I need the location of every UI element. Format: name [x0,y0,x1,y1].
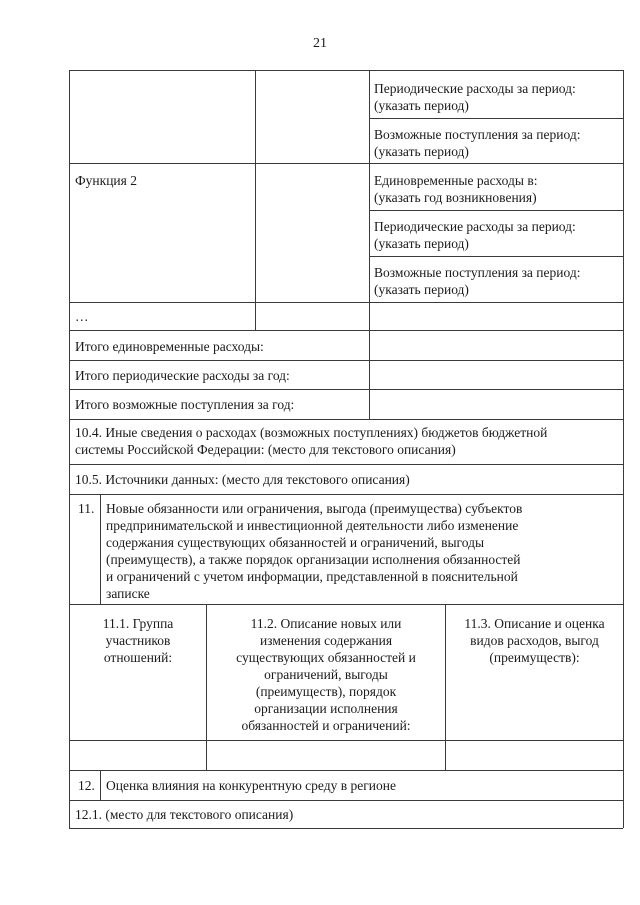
section-12-title: Оценка влияния на конкурентную среду в регионе [106,778,396,793]
col-11-2-header: существующих обязанностей и [236,650,416,665]
col-11-2-header: (преимуществ), порядок [255,684,397,699]
col-11-3-header: видов расходов, выгод [470,633,599,648]
total-periodic-label: Итого периодические расходы за год: [75,368,290,383]
col-11-3-header: 11.3. Описание и оценка [464,616,605,631]
specify-period-note: (указать период) [374,236,469,251]
col-11-3-header: (преимуществ): [489,650,580,665]
col-11-2-header: 11.2. Описание новых или [250,616,402,631]
col-11-1-header: 11.1. Группа [102,616,174,631]
section-11-title: и ограничений с учетом информации, представленной в пояснительной [106,569,518,584]
specify-period-note: (указать период) [374,98,469,113]
section-11-number: 11. [78,501,95,516]
section-10-4-text: системы Российской Федерации: (место для текстового описания) [75,442,456,457]
section-11-title: записке [106,586,150,601]
function-2-label: Функция 2 [75,173,137,188]
section-11-title: (преимуществ), а также порядок организации исполнения обязанностей [106,552,521,567]
section-10-5-text: 10.5. Источники данных: (место для текстового описания) [75,472,410,487]
periodic-expenses-label: Периодические расходы за период: [374,219,576,234]
col-11-2-header: обязанностей и ограничений: [241,718,411,733]
section-11-title: предпринимательской и инвестиционной деятельности либо изменение [106,518,519,533]
one-time-expenses-label: Единовременные расходы в: [374,173,538,188]
possible-revenues-label: Возможные поступления за период: [374,127,581,142]
col-11-1-header: участников [105,633,171,648]
specify-year-note: (указать год возникновения) [374,190,537,205]
periodic-expenses-label: Периодические расходы за период: [374,81,576,96]
col-11-2-header: изменения содержания [259,633,393,648]
specify-period-note: (указать период) [374,144,469,159]
page-number: 21 [313,36,327,51]
possible-revenues-label: Возможные поступления за период: [374,265,581,280]
col-11-2-header: организации исполнения [254,701,398,716]
total-revenues-label: Итого возможные поступления за год: [75,397,295,412]
total-one-time-label: Итого единовременные расходы: [75,339,264,354]
col-11-1-header: отношений: [103,650,173,665]
section-12-number: 12. [78,778,95,793]
col-11-2-header: ограничений, выгоды [264,667,388,682]
section-11-title: содержания существующих обязанностей и ограничений, выгоды [106,535,485,550]
section-11-title: Новые обязанности или ограничения, выгода (преимущества) субъектов [106,501,523,516]
ellipsis-row: … [75,309,89,324]
section-12-1-text: 12.1. (место для текстового описания) [75,807,294,822]
specify-period-note: (указать период) [374,282,469,297]
section-10-4-text: 10.4. Иные сведения о расходах (возможных поступлениях) бюджетов бюджетной [75,425,548,440]
